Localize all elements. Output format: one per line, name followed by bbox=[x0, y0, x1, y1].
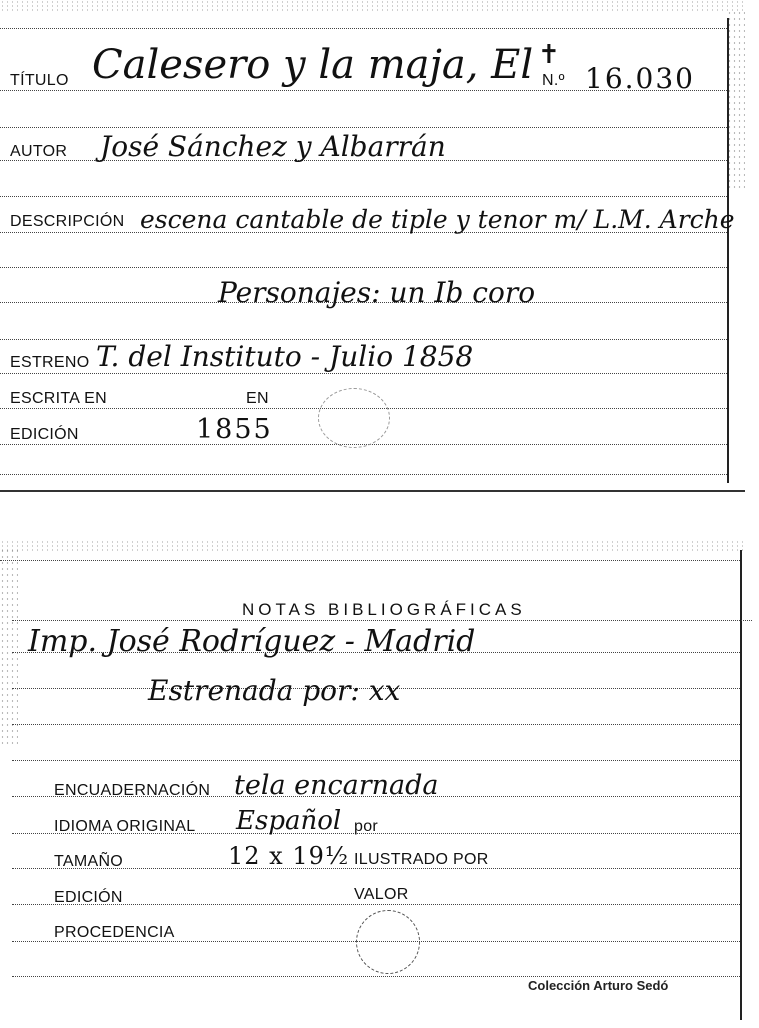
faded-stamp bbox=[318, 388, 390, 448]
collection-footer: Colección Arturo Sedó bbox=[528, 978, 669, 993]
tamano-value: 12 x 19½ bbox=[228, 842, 350, 870]
descripcion-label: DESCRIPCIÓN bbox=[10, 213, 125, 230]
escrita-en-label: ESCRITA EN bbox=[10, 390, 107, 407]
descripcion-value-2: Personajes: un Ib coro bbox=[218, 276, 536, 309]
estreno-label: ESTRENO bbox=[10, 354, 90, 371]
tamano-label: TAMAÑO bbox=[54, 853, 124, 870]
autor-value: José Sánchez y Albarrán bbox=[100, 130, 446, 163]
encuadernacion-label: ENCUADERNACIÓN bbox=[54, 782, 211, 799]
note-line-2: Estrenada por: xx bbox=[148, 674, 401, 707]
faded-stamp bbox=[356, 910, 420, 974]
card-border bbox=[727, 18, 729, 483]
idioma-value: Español bbox=[236, 806, 342, 836]
cross-mark: ✝ bbox=[538, 40, 560, 70]
titulo-label: TÍTULO bbox=[10, 72, 69, 89]
idioma-label: IDIOMA ORIGINAL bbox=[54, 818, 196, 835]
en-label: EN bbox=[246, 390, 269, 407]
edicion2-label: EDICIÓN bbox=[54, 889, 123, 906]
catalog-card-back bbox=[0, 540, 745, 1020]
estreno-value: T. del Instituto - Julio 1858 bbox=[96, 340, 474, 373]
numero-value: 16.030 bbox=[585, 62, 695, 95]
valor-label: VALOR bbox=[354, 886, 409, 903]
catalog-card-front bbox=[0, 0, 745, 495]
card-edge-texture bbox=[0, 0, 745, 12]
card-edge-texture bbox=[727, 10, 745, 190]
card-edge-texture bbox=[0, 548, 18, 748]
autor-label: AUTOR bbox=[10, 143, 68, 160]
por-label: por bbox=[354, 818, 379, 835]
edicion-label: EDICIÓN bbox=[10, 426, 79, 443]
descripcion-value: escena cantable de tiple y tenor m/ L.M. Arche bbox=[140, 205, 735, 234]
card-bottom-edge bbox=[0, 490, 745, 492]
procedencia-label: PROCEDENCIA bbox=[54, 924, 175, 941]
encuadernacion-value: tela encarnada bbox=[234, 770, 439, 801]
notas-heading: NOTAS BIBLIOGRÁFICAS bbox=[242, 600, 526, 619]
titulo-value: Calesero y la maja, El bbox=[92, 42, 534, 88]
edicion-value: 1855 bbox=[196, 414, 273, 445]
ilustrado-label: ILUSTRADO POR bbox=[354, 851, 489, 868]
numero-label: N.º bbox=[542, 72, 565, 89]
card-edge-texture bbox=[0, 540, 745, 552]
note-line-1: Imp. José Rodríguez - Madrid bbox=[28, 624, 476, 659]
